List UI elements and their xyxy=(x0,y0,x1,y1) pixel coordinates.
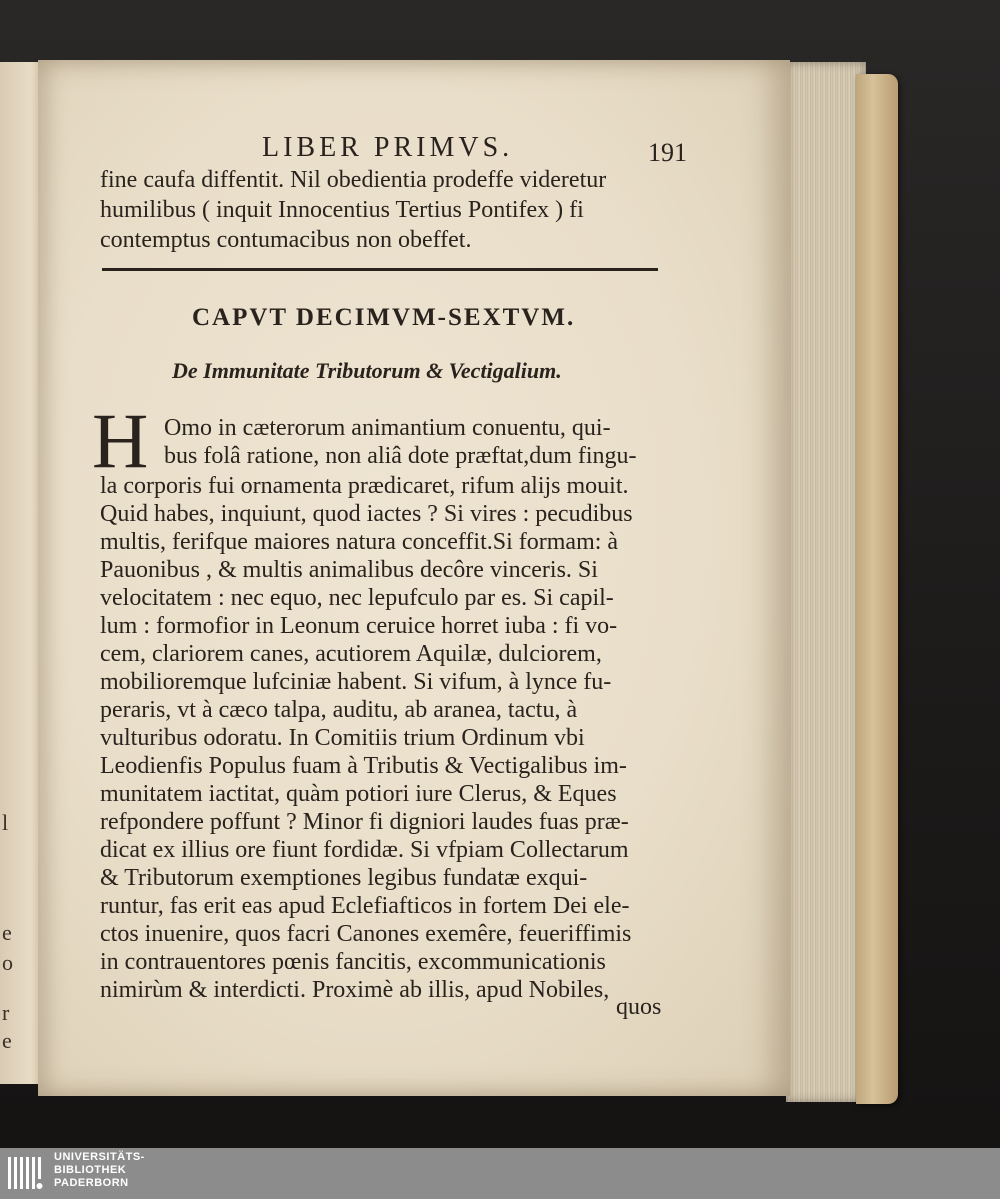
page-number: 191 xyxy=(648,138,687,167)
body-line: cem, clariorem canes, acutiorem Aquilæ, dulciorem, xyxy=(100,641,602,667)
margin-fragment: e xyxy=(2,920,12,945)
text-line: contemptus contumacibus non obeffet. xyxy=(100,227,472,253)
body-line: nimirùm & interdicti. Proximè ab illis, apud Nobiles, xyxy=(100,977,610,1003)
library-name-line: PADERBORN xyxy=(54,1177,129,1189)
body-line: & Tributorum exemptiones legibus fundatæ exqui- xyxy=(100,865,588,891)
body-line: velocitatem : nec equo, nec lepufculo par es. Si capil- xyxy=(100,585,614,611)
body-line: runtur, fas erit eas apud Eclefiafticos in fortem Dei ele- xyxy=(100,893,630,919)
chapter-subtitle: De Immunitate Tributorum & Vectigalium. xyxy=(172,358,562,383)
body-line: Leodienfis Populus fuam à Tributis & Vectigalibus im- xyxy=(100,753,627,779)
body-line: mobilioremque lufciniæ habent. Si vifum, à lynce fu- xyxy=(100,669,612,695)
text-line: fine caufa diffentit. Nil obedientia prodeffe videretur xyxy=(100,167,607,193)
body-line: peraris, vt à cæco talpa, auditu, ab aranea, tactu, à xyxy=(100,697,578,723)
chapter-title: CAPVT DECIMVM-SEXTVM. xyxy=(192,304,576,331)
body-line: bus folâ ratione, non aliâ dote præftat,dum fingu- xyxy=(164,443,637,469)
body-line: Pauonibus , & multis animalibus decôre vinceris. Si xyxy=(100,557,598,583)
library-logo-icon xyxy=(6,1153,46,1193)
body-line: lum : formofior in Leonum ceruice horret iuba : fi vo- xyxy=(100,613,618,639)
body-line: Quid habes, inquiunt, quod iactes ? Si vires : pecudibus xyxy=(100,501,633,527)
page-block-edge xyxy=(786,62,866,1102)
running-head: LIBER PRIMVS. xyxy=(262,132,514,163)
body-line: munitatem iactitat, quàm potiori iure Clerus, & Eques xyxy=(100,781,617,807)
section-rule xyxy=(102,268,658,271)
library-footer xyxy=(0,1148,1000,1199)
body-line: vulturibus odoratu. In Comitiis trium Ordinum vbi xyxy=(100,725,585,751)
margin-fragment: o xyxy=(2,950,13,975)
text-line: humilibus ( inquit Innocentius Tertius Pontifex ) fi xyxy=(100,197,584,223)
body-line: la corporis fui ornamenta prædicaret, rifum alijs mouit. xyxy=(100,473,629,499)
drop-cap: H xyxy=(92,397,149,484)
body-line: Omo in cæterorum animantium conuentu, qui- xyxy=(164,415,611,441)
library-name-line: UNIVERSITÄTS- xyxy=(54,1151,145,1163)
margin-fragment: e xyxy=(2,1028,12,1053)
body-line: dicat ex illius ore fiunt fordidæ. Si vfpiam Collectarum xyxy=(100,837,629,863)
body-line: multis, ferifque maiores natura conceffit.Si formam: à xyxy=(100,529,619,555)
catchword: quos xyxy=(616,994,662,1020)
body-line: in contrauentores pœnis fancitis, excommunicationis xyxy=(100,949,606,975)
body-line: refpondere poffunt ? Minor fi digniori laudes fuas præ- xyxy=(100,809,629,835)
body-line: ctos inuenire, quos facri Canones exemêre, feueriffimis xyxy=(100,921,632,947)
margin-fragment: l xyxy=(2,810,9,835)
margin-fragment: r xyxy=(2,1000,10,1025)
library-name-line: BIBLIOTHEK xyxy=(54,1164,127,1176)
book-cover-edge xyxy=(856,74,898,1104)
library-name xyxy=(54,1151,145,1190)
